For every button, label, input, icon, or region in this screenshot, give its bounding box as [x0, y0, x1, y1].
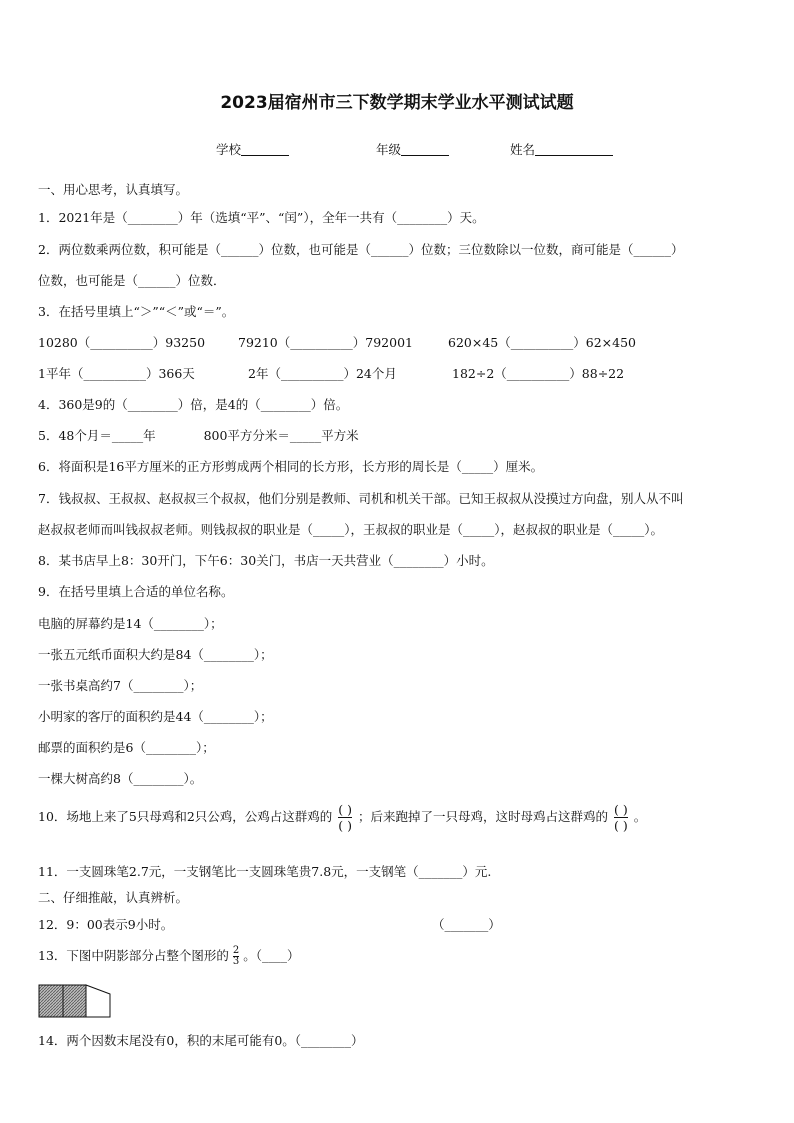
question-10-part-2: ；后来跑掉了一只母鸡，这时母鸡占这群鸡的: [358, 809, 609, 824]
question-13: [38, 946, 300, 967]
question-10-part-1: 10．场地上来了5只母鸡和2只公鸡，公鸡占这群鸡的: [38, 809, 333, 824]
section-heading-2: 二、仔细推敲，认真辨析。: [38, 890, 189, 905]
unit-item: 邮票的面积约是6（________）；: [38, 740, 215, 755]
compare-item: 620×45（__________）62×450: [448, 335, 636, 350]
fraction: $\frac{2}{3}$: [232, 945, 240, 967]
question-11: 11．一支圆珠笔2.7元，一支钢笔比一支圆珠笔贵7.8元，一支钢笔（_______）元.: [38, 864, 492, 879]
question-2-line-1: 2．两位数乘两位数，积可能是（______）位数，也可能是（______）位数；三位数除以一位数，商可能是（______）: [38, 242, 684, 257]
unit-item: 一棵大树高约8（________）。: [38, 771, 203, 786]
shaded-part: [63, 985, 86, 1017]
fraction-blank[interactable]: $\frac{( )}{( )}$: [338, 802, 353, 833]
question-4: 4．360是9的（________）倍，是4的（________）倍。: [38, 397, 349, 412]
unit-item: 电脑的屏幕约是14（________）；: [38, 616, 223, 631]
page-title: 2023届宿州市三下数学期末学业水平测试试题: [220, 93, 574, 113]
section-heading-1: 一、用心思考，认真填写。: [38, 182, 189, 197]
shaded-figure: [38, 984, 112, 1018]
unit-item: 一张五元纸币面积大约是84（________）；: [38, 647, 273, 662]
compare-item: 2年（__________）24个月: [248, 366, 397, 381]
name-blank[interactable]: [535, 142, 613, 156]
shaded-part: [39, 985, 63, 1017]
unit-item: 小明家的客厅的面积约是44（________）；: [38, 709, 273, 724]
grade-label: 年级: [376, 142, 402, 157]
school-label: 学校: [216, 142, 242, 157]
compare-item: 182÷2（__________）88÷22: [452, 366, 625, 381]
question-10-part-3: 。: [633, 809, 647, 824]
question-12-answer[interactable]: （_______）: [432, 917, 501, 932]
question-14: 14．两个因数末尾没有0，积的末尾可能有0。（________）: [38, 1033, 364, 1048]
question-5-part-2: 800平方分米＝_____平方米: [203, 428, 359, 443]
question-1: 1．2021年是（________）年（选填“平”、“闰”），全年一共有（________）天。: [38, 210, 485, 225]
question-5-part-1: 5．48个月＝_____年: [38, 428, 156, 443]
question-7-line-1: 7．钱叔叔、王叔叔、赵叔叔三个叔叔，他们分别是教师、司机和机关干部。已知王叔叔从没摸过方向盘，别人从不叫: [38, 491, 684, 506]
unit-item: 一张书桌高约7（________）；: [38, 678, 203, 693]
grade-blank[interactable]: [401, 142, 449, 156]
fraction-blank[interactable]: $\frac{( )}{( )}$: [614, 802, 628, 833]
name-field: [510, 140, 613, 158]
question-10: [38, 802, 646, 833]
name-label: 姓名: [510, 142, 536, 157]
question-2-line-2: 位数，也可能是（______）位数．: [38, 273, 226, 288]
question-5: [38, 426, 359, 444]
compare-item: 1平年（__________）366天: [38, 366, 195, 381]
question-3: 3．在括号里填上“＞”“＜”或“＝”。: [38, 304, 235, 319]
question-8: 8．某书店早上8：30开门，下午6：30关门，书店一天共营业（________）小时。: [38, 553, 494, 568]
school-field: [216, 140, 289, 158]
question-7-line-2: 赵叔叔老师而叫钱叔叔老师。则钱叔叔的职业是（_____），王叔叔的职业是（_____），赵叔叔的职业是（_____）。: [38, 522, 664, 537]
question-6: 6．将面积是16平方厘米的正方形剪成两个相同的长方形，长方形的周长是（_____）厘米。: [38, 459, 544, 474]
question-12: 12．9：00表示9小时。: [38, 917, 174, 932]
compare-item: 10280（__________）93250: [38, 335, 206, 350]
compare-item: 79210（__________）792001: [238, 335, 413, 350]
unshaded-part: [86, 985, 110, 1017]
question-13-part-1: 13．下图中阴影部分占整个图形的: [38, 948, 229, 963]
question-13-part-2: 。（____）: [243, 948, 300, 963]
grade-field: [376, 140, 449, 158]
school-blank[interactable]: [241, 142, 289, 156]
question-9: 9．在括号里填上合适的单位名称。: [38, 584, 234, 599]
